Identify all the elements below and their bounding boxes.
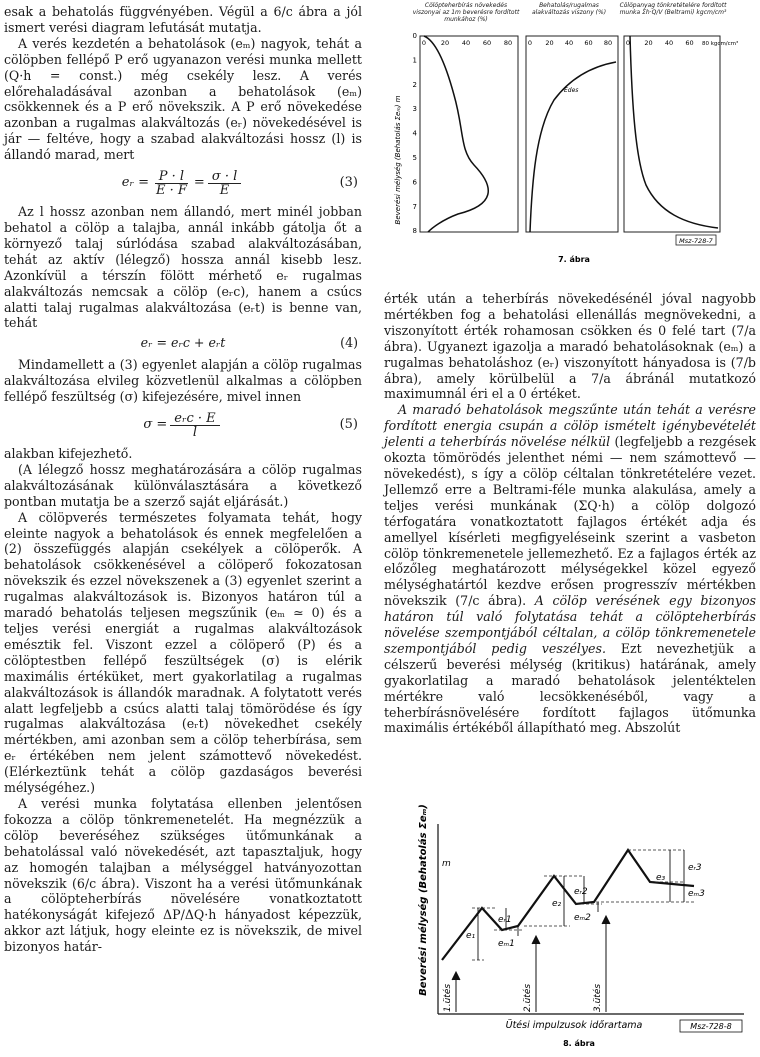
label-em1: eₘ1	[498, 939, 515, 949]
fig7-xtick-c: 40	[664, 39, 674, 47]
text-span: (legfeljebb a rezgések okozta tömörödés jelenthet némi — nem számottevő — növekedést), s így a cölöp céltalan tönkretételére vezet. Jellemző erre a Beltrami-féle munka alakulása, amely a teljes verési munkának (ΣQ·h) a cölöp dolgozó térfogatára vonatkoztatott fajlagos értékét adja és amellyel kísérleti megfigyeléseink szerint a vasbeton cölöp tönkremenetele jellemezhető. Ez a fajlagos érték az előzőleg meghatározott mélységekkel közel egyező mélységhatártól kezdve erősen progresszív mértékben növekszik (7/c ábra).	[384, 434, 756, 609]
fig7-xtick-b: 20	[545, 39, 554, 47]
equation-3	[4, 168, 362, 198]
label-em2: eₘ2	[574, 913, 591, 923]
label-e2: e₂	[552, 899, 562, 909]
eq-den: l	[192, 424, 198, 440]
fig7-xtick-c: 60	[685, 39, 694, 47]
paragraph: érték után a teherbírás növekedésénél jóval nagyobb mértékben fog a behatolási ellenállás megnövekedni, a viszonyított érték rohamosan csökken és 0 felé tart (7/a ábra). Ugyanezt igazolja a maradó behatolásoknak (eₘ) a rugalmas behatoláshoz (eᵣ) viszonyított hányadosa is (7/b ábra), amely körülbelül a 7/a ábránál mutatkozó maximumnál éri el a 0 értéket.	[384, 291, 756, 402]
fig8-xlabel: Ütési impulzusok időrartama	[505, 1020, 643, 1031]
left-column	[4, 4, 362, 955]
label-er1: eᵣ1	[498, 915, 512, 925]
figure-8	[384, 790, 760, 1052]
right-column	[384, 291, 756, 736]
italic-span: A cölöp verésének egy bizonyos határon túl való folytatása tehát a cölöpteherbírás növelése szempontjából céltalan, a cölöp tönkremenetele szempontjából pedig veszélyes.	[384, 593, 756, 656]
label-er2: eᵣ2	[574, 887, 588, 897]
fig8-caption: 8. ábra	[563, 1039, 595, 1048]
fig8-yunit: m	[442, 859, 451, 869]
fig7-ytick: 5	[412, 154, 417, 162]
fig7-ytick: 4	[412, 129, 417, 138]
label-e1: e₁	[466, 931, 476, 941]
fig7-xtick-a: 80	[503, 39, 513, 47]
text-span: Ezt nevezhetjük a célszerű beverési mélység (kritikus) határának, amely gyakorlatilag a maradó behatolások jelentéktelen mértékre való lecsökkenéséből, vagy a teherbírásnövelésére fordított fajlagos ütőmunka maximális értékéből állapítható meg. Abszolút	[384, 640, 756, 736]
label-u2: 2.ütés	[523, 983, 533, 1012]
equation-4	[4, 335, 362, 353]
fig7-ytick: 8	[412, 227, 417, 236]
label-em3: eₘ3	[688, 889, 705, 899]
eq-num: σ · l	[208, 170, 241, 184]
paragraph	[384, 402, 756, 736]
fig7-ylabel: Beverési mélység (Behatolás Σeₘ) m	[394, 95, 402, 225]
fig7-xtick-a: 0	[421, 39, 427, 47]
fig7-panel-a	[420, 36, 518, 232]
fig7-xtick-a: 60	[482, 39, 492, 47]
label-er3: eᵣ3	[688, 863, 702, 873]
fig7-xtick-b: 40	[564, 39, 574, 47]
fig8-code: Msz-728-8	[690, 1022, 732, 1031]
fig7-ytick: 2	[412, 80, 417, 89]
fig7-ytick: 7	[412, 202, 417, 211]
fig7-header-a: Cölöpteherbírás növekedés viszonyai az 1m beverésre fordított munkához (%)	[412, 2, 520, 23]
label-u3: 3.ütés	[593, 983, 603, 1012]
eq-num: P · l	[155, 170, 188, 184]
fig8-curve	[442, 850, 694, 960]
eq-body: eᵣ = eᵣc + eᵣt	[140, 335, 226, 351]
figure-7	[384, 0, 760, 270]
paragraph: Az l hossz azonban nem állandó, mert minél jobban behatol a cölöp a talajba, annál inkább gátolja őt a környező talaj súrlódása szabad alakváltozásában, tehát az aktív (lélegző) hossza annál kisebb lesz. Azonkívül a térszín fölött mérhető eᵣ rugalmas alakváltozás nemcsak a cölöp (eᵣc), hanem a csúcs alatti talaj rugalmas alakváltozása (eᵣt) is benne van, tehát	[4, 204, 362, 331]
fig7-ytick: 6	[412, 178, 417, 187]
fig7-curve-c	[630, 36, 718, 228]
paragraph: A verési munka folytatása ellenben jelentősen fokozza a cölöp tönkremenetelét. Ha megnézzük a cölöp beveréséhez szükséges ütőmunkának a behatolással való növekedését, azt tapasztaljuk, hogy az homogén talajban a mélységgel hatványozottan növekszik (6/c ábra). Viszont ha a verési ütőmunkának a cölöpteherbírás növelésére vonatkoztatott hatékonyságát kifejező ΔP/ΔQ·h hányadost képezzük, akkor azt látjuk, hogy eleinte ez is növekszik, de mivel bizonyos határ-	[4, 795, 362, 955]
italic-span: A maradó behatolások megszűnte után tehát a verésre fordított energia csupán a cölöp ismételt igénybevételét jelenti a teherbírás növelése nélkül	[384, 402, 756, 450]
eq-equals: =	[193, 175, 205, 191]
fig7-header-c: Cölöpanyag tönkretételére fordított munka Σh·Q/V (Beltrami) kgcm/cm³	[619, 2, 727, 16]
paragraph: A verés kezdetén a behatolások (eₘ) nagyok, tehát a cölöpben fellépő P erő ugyanazon verési munka mellett (Q·h = const.) még csekély lesz. A verés előrehaladásával azonban a behatolások (eₘ) csökkennek és a P erő növekszik. A P erő növekedése azonban a rugalmas alakváltozás (eᵣ) növekedésével is jár — feltéve, hogy a szabad alakváltozási hossz (l) is állandó marad, mert	[4, 35, 362, 163]
eq-lhs: σ =	[143, 417, 168, 433]
fig7-header-b: Behatolás/rugalmas alakváltozás viszony (%)	[531, 2, 607, 16]
eq-den: E	[219, 182, 230, 198]
fig7-ytick: 3	[412, 105, 417, 114]
eq-lhs: eᵣ =	[121, 175, 149, 191]
equation-number: (4)	[340, 335, 358, 351]
fig7-panel-c	[624, 36, 720, 232]
eq-den: E · F	[155, 182, 187, 198]
fig7-xtick-a: 40	[461, 39, 471, 47]
fig7-ytick: 1	[412, 56, 417, 65]
fig7-curve-a	[421, 36, 488, 232]
equation-5	[4, 410, 362, 440]
fig7-xtick-b: 0	[527, 39, 533, 47]
paragraph: alakban kifejezhető.	[4, 446, 133, 462]
fig7-xtick-b: 60	[584, 39, 593, 47]
fig7-xtick-c: 0	[625, 39, 631, 47]
eq-num: eᵣc · E	[170, 412, 219, 426]
paragraph: esak a behatolás függvényében. Végül a 6/c ábra a jól ismert verési diagram lefutását mutatja.	[4, 4, 362, 35]
fig7-xtick-c: 20	[644, 39, 653, 47]
label-u1: 1.ütés	[443, 983, 453, 1012]
label-e3: e₃	[656, 873, 666, 883]
paragraph: (A lélegző hossz meghatározására a cölöp rugalmas alakváltozásának különválasztására a következő pontban mutatja be a szerző saját eljárását.)	[4, 461, 362, 509]
paragraph: A cölöpverés természetes folyamata tehát, hogy eleinte nagyok a behatolások és ennek megfelelően a (2) összefüggés alapján csekélyek a cölöperők. A behatolások csökkenésével a cölöperő fokozatosan növekszik és ezzel növekszenek a (3) egyenlet szerint a rugalmas alakváltozások is. Bizonyos határon túl a maradó behatolás teljesen megszűnik (eₘ ≃ 0) és a teljes verési energiát a rugalmas alakváltozások emésztik fel. Viszont ezzel a cölöperő (P) és a cölöptestben fellépő feszültségek (σ) is elérik maximális értéküket, mert gyakorlatilag a rugalmas alakváltozások is állandók maradnak. A folytatott verés alatt legfeljebb a csúcs alatti talaj tömörödése és így rugalmas alakváltozása (eᵣt) növekedhet csekély mértékben, ami azonban sem a cölöp teherbírása, sem eᵣ értékében nem jelent számottevő növekedést. (Elérkeztünk tehát a cölöp gazdaságos beverési mélységéhez.)	[4, 509, 362, 796]
fig7-code: Msz-728-7	[679, 237, 713, 245]
fig7-caption: 7. ábra	[558, 255, 590, 264]
equation-number: (5)	[339, 417, 358, 433]
fig8-ylabel: Beverési mélység (Behatolás Σeₘ)	[418, 804, 429, 996]
fig7-xtick-a: 20	[440, 39, 450, 47]
fig7-curve-label: Edes	[564, 87, 579, 94]
equation-number: (3)	[339, 175, 358, 191]
fig7-ytick: 0	[412, 32, 417, 40]
paragraph: Mindamellett a (3) egyenlet alapján a cölöp rugalmas alakváltozása elvileg közvetlenül alkalmas a cölöpben fellépő feszültség (σ) kifejezésére, mivel innen	[4, 357, 362, 405]
fig7-xtick-b: 80	[603, 39, 613, 47]
fig7-xtick-c: 80 kgcm/cm³	[702, 41, 739, 47]
